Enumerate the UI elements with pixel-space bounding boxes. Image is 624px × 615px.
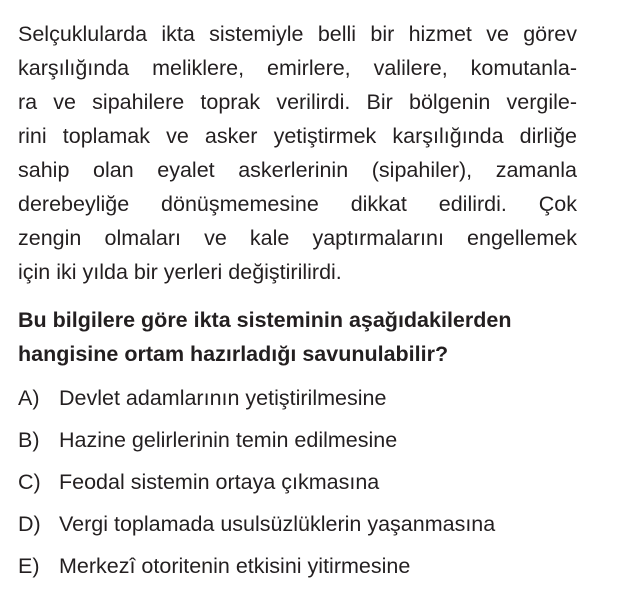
passage-line: ra ve sipahilere toprak verilirdi. Bir bölgenin vergile- [18, 90, 577, 114]
option-text: Feodal sistemin ortaya çıkmasına [59, 470, 380, 494]
option-text: Hazine gelirlerinin temin edilmesine [59, 428, 398, 452]
passage-line: sahip olan eyalet askerlerinin (sipahiler), zamanla [18, 158, 577, 182]
option-e[interactable] [18, 545, 577, 587]
option-letter: D) [18, 512, 41, 536]
option-text: Devlet adamlarının yetiştirilmesine [59, 386, 387, 410]
option-d[interactable] [18, 503, 577, 545]
option-c[interactable] [18, 461, 577, 503]
passage-line: derebeyliğe dönüşmemesine dikkat edilirdi. Çok [18, 192, 577, 216]
option-a[interactable] [18, 377, 577, 419]
question-stem-line: hangisine ortam hazırladığı savunulabilir? [18, 342, 449, 366]
question-stem-line: Bu bilgilere göre ikta sisteminin aşağıdakilerden [18, 308, 512, 332]
passage-text [18, 17, 577, 289]
option-letter: B) [18, 428, 40, 452]
option-text: Merkezî otoritenin etkisini yitirmesine [59, 554, 411, 578]
passage-line: zengin olmaları ve kale yaptırmalarını engellemek [18, 226, 577, 250]
answer-options [18, 377, 577, 587]
question-block [18, 17, 577, 587]
option-letter: A) [18, 386, 40, 410]
passage-line: karşılığında meliklere, emirlere, valilere, komutanla- [18, 56, 577, 80]
option-letter: E) [18, 554, 40, 578]
passage-line: Selçuklularda ikta sistemiyle belli bir hizmet ve görev [18, 22, 577, 46]
option-letter: C) [18, 470, 41, 494]
passage-line: rini toplamak ve asker yetiştirmek karşılığında dirliğe [18, 124, 577, 148]
option-text: Vergi toplamada usulsüzlüklerin yaşanmasına [59, 512, 496, 536]
passage-line: için iki yılda bir yerleri değiştirilirdi. [18, 260, 342, 284]
question-stem [18, 303, 577, 371]
option-b[interactable] [18, 419, 577, 461]
